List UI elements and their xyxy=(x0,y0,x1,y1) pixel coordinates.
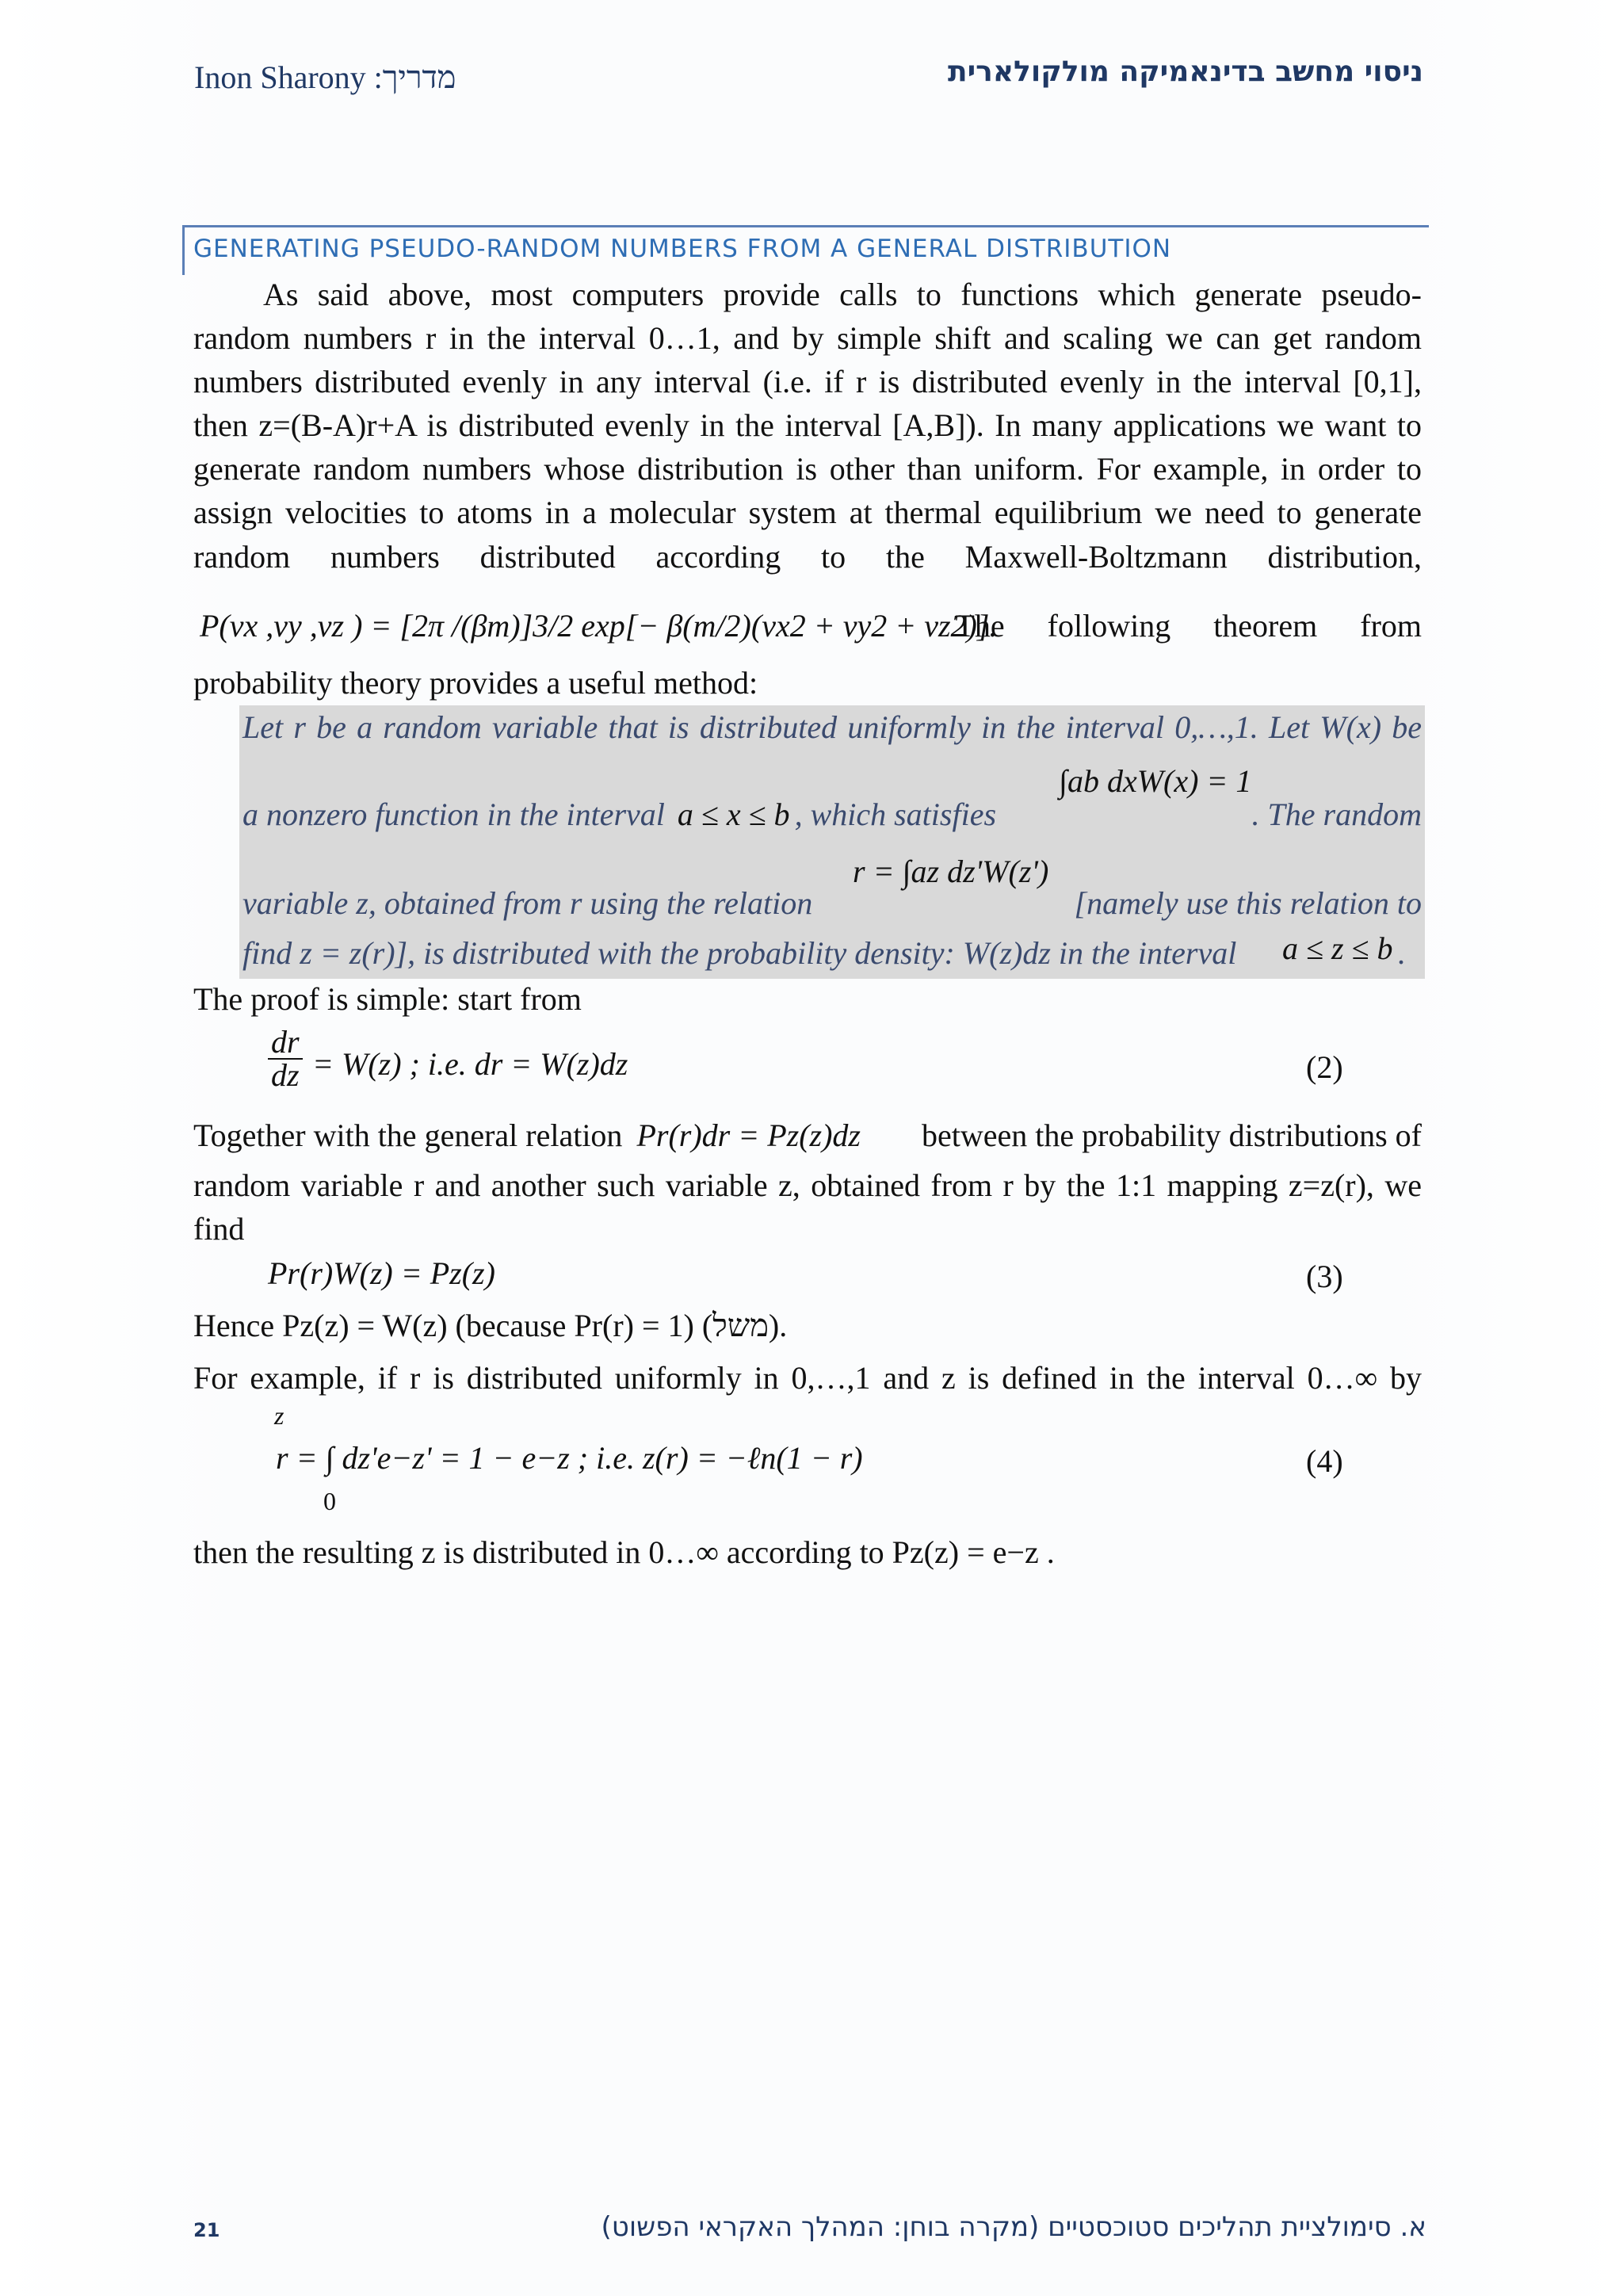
theorem-line: variable z, obtained from r using the relation r = ∫az dz'W(z') [namely use this relation to xyxy=(242,854,1422,921)
integral-upper-limit: z xyxy=(274,1401,285,1430)
paragraph-line: Hence Pz(z) = W(z) (because Pr(r) = 1) (משל). xyxy=(193,1308,788,1343)
maxwell-boltzmann-formula: P(vx ,vy ,vz ) = [2π /(βm)]3/2 exp[− β(m/2)(vx2 + vy2 + vz2)]. xyxy=(200,608,998,644)
paragraph-line: random numbers r in the interval 0…1, and by simple shift and scaling we can get random xyxy=(193,320,1422,356)
paragraph-line: then z=(B-A)r+A is distributed evenly in the interval [A,B]). In many applications we want to xyxy=(193,407,1422,443)
section-heading: GENERATING PSEUDO-RANDOM NUMBERS FROM A GENERAL DISTRIBUTION xyxy=(193,235,1172,263)
interval-math: a ≤ z ≤ b xyxy=(1282,930,1393,966)
equation-3: Pr(r)W(z) = Pz(z) xyxy=(268,1255,495,1291)
paragraph-line: generate random numbers whose distribution is other than uniform. For example, in order to xyxy=(193,451,1422,487)
paragraph-line-formula: P(vx ,vy ,vz ) = [2π /(βm)]3/2 exp[− β(m/2)(vx2 + vy2 + vz2)]. The following theorem from xyxy=(200,608,1422,644)
equation-number: (2) xyxy=(1306,1049,1343,1085)
paragraph-line: find xyxy=(193,1211,245,1247)
theorem-line: find z = z(r)], is distributed with the probability density: W(z)dz in the interval a ≤ z ≤ b . xyxy=(242,930,1406,971)
page-number: 21 xyxy=(193,2219,220,2241)
paragraph-line: The proof is simple: start from xyxy=(193,981,582,1017)
paragraph-line: probability theory provides a useful method: xyxy=(193,665,758,701)
footer-chapter-title: א. סימולציית תהליכים סטוכסטיים (מקרה בוחן: המהלך האקראי הפשוט) xyxy=(601,2211,1426,2243)
paragraph-line: then the resulting z is distributed in 0…∞ according to Pz(z) = e−z . xyxy=(193,1534,1055,1570)
derivative-fraction: $\frac{dr}{dz}$ xyxy=(268,1026,303,1091)
integral-lower-limit: 0 xyxy=(323,1487,336,1515)
paragraph-line: random numbers distributed according to the Maxwell-Boltzmann distribution, xyxy=(193,539,1422,575)
paragraph-line: random variable r and another such variable z, obtained from r by the 1:1 mapping z=z(r), we xyxy=(193,1167,1422,1203)
paragraph-line: For example, if r is distributed uniformly in 0,…,1 and z is defined in the interval 0…∞ by xyxy=(193,1360,1422,1396)
header-instructor: Inon Sharony :מדריך xyxy=(194,59,456,95)
equation-2: $\frac{dr}{dz}$ = W(z) ; i.e. dr = W(z)dz xyxy=(268,1026,1346,1106)
equation-number: (4) xyxy=(1306,1443,1343,1479)
integral-math: ∫ab dxW(x) = 1 xyxy=(1059,763,1252,799)
equation-4: r = ∫ dz'e−z' = 1 − e−z ; i.e. z(r) = −ℓn(1 − r) xyxy=(276,1440,863,1476)
equation-number: (3) xyxy=(1306,1259,1343,1294)
distribution-relation-math: Pr(r)dr = Pz(z)dz xyxy=(636,1117,861,1153)
relation-math: r = ∫az dz'W(z') xyxy=(853,854,1049,889)
theorem-line: a nonzero function in the interval a ≤ x ≤ b , which satisfies ∫ab dxW(x) = 1 . The random xyxy=(242,763,1422,832)
paragraph-line: numbers distributed evenly in any interval (i.e. if r is distributed evenly in the interval [0,1], xyxy=(193,364,1422,399)
header-course-title: ניסוי מחשב בדינאמיקה מולקולארית xyxy=(947,55,1423,88)
paragraph-line: Together with the general relation Pr(r)dr = Pz(z)dz between the probability distributions of xyxy=(193,1117,1422,1153)
paragraph-line: As said above, most computers provide calls to functions which generate pseudo- xyxy=(263,277,1422,312)
inequality-math: a ≤ x ≤ b xyxy=(677,797,790,832)
theorem-line: Let r be a random variable that is distributed uniformly in the interval 0,…,1. Let W(x) be xyxy=(242,709,1422,745)
paragraph-line: assign velocities to atoms in a molecular system at thermal equilibrium we need to generate xyxy=(193,495,1422,530)
